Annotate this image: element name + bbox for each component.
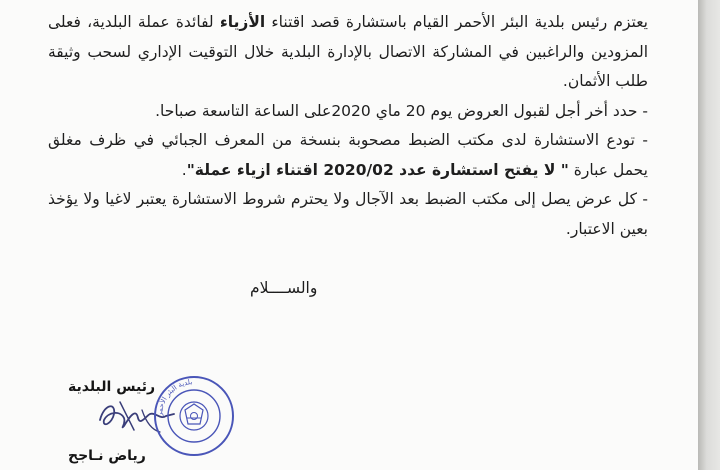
closing-salutation: والســــلام [250,279,318,297]
paragraph-submission-part1: - تودع الاستشارة لدى مكتب الضبط مصحوبة بنسخة من المعرف الجبائي في ظرف مغلق يحمل عبارة [48,131,648,179]
paragraph-submission [48,126,648,185]
svg-text:بلدية البئر الأحمر [156,378,193,417]
paragraph-rejection: - كل عرض يصل إلى مكتب الضبط بعد الآجال ولا يحترم شروط الاستشارة يعتبر لاغيا ولا يؤخذ بعين الاعتبار. [48,190,648,238]
paragraph-submission-part2: . [181,160,187,179]
letter-body [48,0,648,244]
signatory-title: رئيس البلدية [68,379,156,395]
paragraph-announcement-part2: لفائدة عملة البلدية، فعلى المزودين والراغبين في المشاركة الاتصال بالإدارة البلدية خلال التوقيت الإداري لسحب وثيقة طلب الأثمان. [48,13,648,90]
seal-lettering: بلدية البئر الأحمر [155,378,193,417]
paragraph-deadline: - حدد أخر أجل لقبول العروض يوم 20 ماي 2020على الساعة التاسعة صباحا. [155,101,648,120]
envelope-label: " لا يفتح استشارة عدد 2020/02 اقتناء ازياء عملة" [186,160,569,179]
paragraph-announcement [48,8,648,97]
signatory-name: رياض نـاجح [68,448,146,464]
keyword-uniforms: الأزياء [219,13,266,31]
official-seal [152,374,236,458]
page-edge-shadow [698,0,720,470]
paragraph-announcement-part1: يعتزم رئيس بلدية البئر الأحمر القيام باستشارة قصد اقتناء [265,13,648,31]
